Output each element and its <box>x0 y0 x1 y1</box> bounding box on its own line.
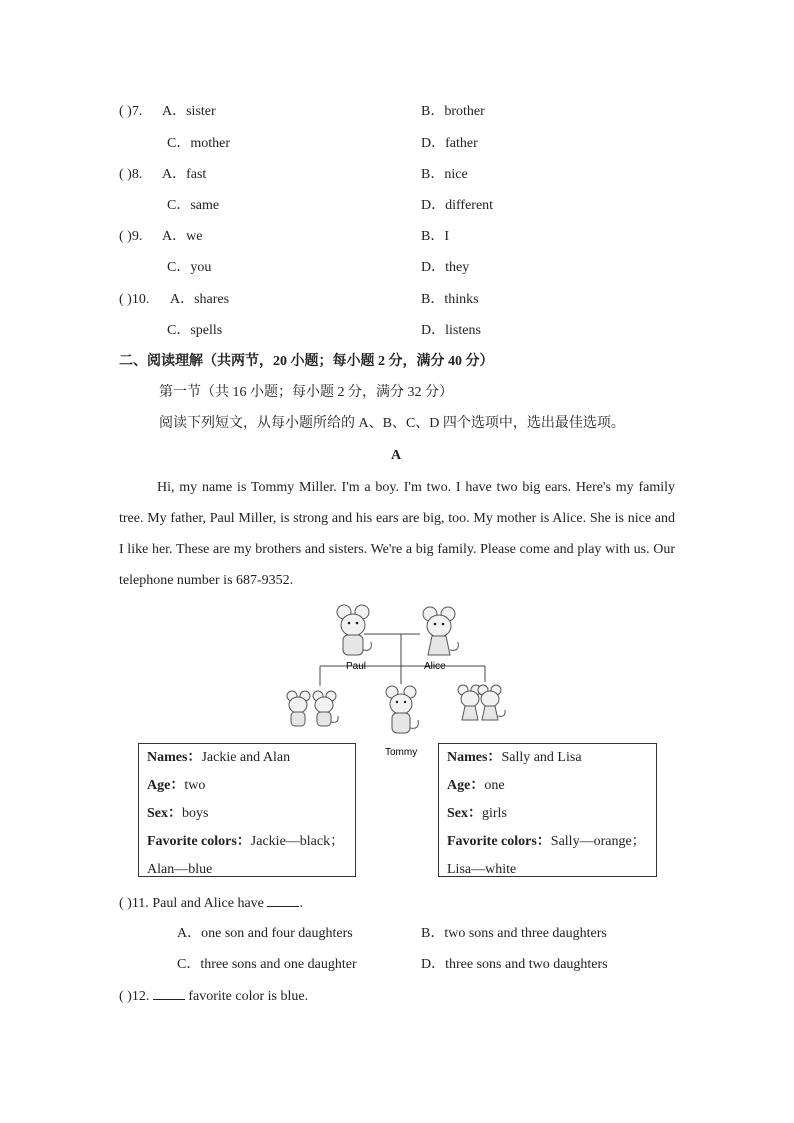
names-row: Names：Jackie and Alan <box>147 750 291 765</box>
passage-text: Hi, my name is Tommy Miller. I'm a boy. I'm two. I have two big ears. Here's my family tree. My father, Paul Miller, is strong and his ears are big, too. My mother is Alice. She is nice and I like her. These are my brothers and sisters. We're a big family. Please come and play with us. Our telephone number is 687-9352. <box>119 480 675 588</box>
part-title: 第一节（共 16 小题；每小题 2 分，满分 32 分） <box>159 385 453 400</box>
answer-blank <box>267 894 299 907</box>
age-row: Age：two <box>147 778 206 793</box>
option-b: B．I <box>421 229 449 244</box>
passage <box>119 472 675 596</box>
mouse-alice-icon <box>423 607 458 655</box>
sex-row: Sex：girls <box>447 806 507 821</box>
passage-letter: A <box>391 448 402 463</box>
sex-row: Sex：boys <box>147 806 209 821</box>
question-stem: ( )11. Paul and Alice have . <box>119 896 303 911</box>
mouse-paul-icon <box>337 605 371 655</box>
option-a: A．fast <box>162 167 207 182</box>
option-d: D．listens <box>421 323 481 338</box>
label-tommy: Tommy <box>385 747 418 758</box>
label-alice: Alice <box>424 661 446 672</box>
mouse-tommy-icon <box>386 686 418 733</box>
question-number: ( )9. <box>119 229 143 244</box>
option-c: C．same <box>167 198 220 213</box>
option-b: B．two sons and three daughters <box>421 926 607 941</box>
colors-row: Favorite colors：Jackie—black； <box>147 834 345 849</box>
family-tree-illustration <box>280 600 520 758</box>
question-number: ( )8. <box>119 167 143 182</box>
option-c: C．three sons and one daughter <box>177 957 357 972</box>
option-d: D．they <box>421 260 470 275</box>
answer-blank <box>153 987 185 1000</box>
mouse-boys-icon <box>287 691 338 726</box>
mouse-girls-icon <box>458 685 505 720</box>
colors-row-2: Lisa—white <box>447 862 517 877</box>
label-paul: Paul <box>346 661 367 672</box>
option-b: B．thinks <box>421 292 479 307</box>
names-row: Names：Sally and Lisa <box>447 750 582 765</box>
question-number: ( )7. <box>119 104 143 119</box>
option-a: A．sister <box>162 104 216 119</box>
instructions: 阅读下列短文，从每小题所给的 A、B、C、D 四个选项中，选出最佳选项。 <box>159 416 625 431</box>
info-box-right <box>438 743 657 877</box>
question-number: ( )10. <box>119 292 150 307</box>
option-a: A．shares <box>170 292 230 307</box>
age-row: Age：one <box>447 778 505 793</box>
info-box-left <box>138 743 356 877</box>
option-d: D．father <box>421 136 478 151</box>
option-d: D．different <box>421 198 494 213</box>
colors-row: Favorite colors：Sally—orange； <box>447 834 646 849</box>
option-b: B．brother <box>421 104 485 119</box>
section-title: 二、阅读理解（共两节，20 小题；每小题 2 分，满分 40 分） <box>119 354 494 369</box>
question-stem: ( )12. favorite color is blue. <box>119 989 309 1004</box>
colors-row-2: Alan—blue <box>147 862 213 877</box>
option-d: D．three sons and two daughters <box>421 957 608 972</box>
option-c: C．mother <box>167 136 230 151</box>
option-b: B．nice <box>421 167 468 182</box>
option-c: C．you <box>167 260 212 275</box>
option-a: A．one son and four daughters <box>177 926 353 941</box>
option-a: A．we <box>162 229 203 244</box>
option-c: C．spells <box>167 323 223 338</box>
